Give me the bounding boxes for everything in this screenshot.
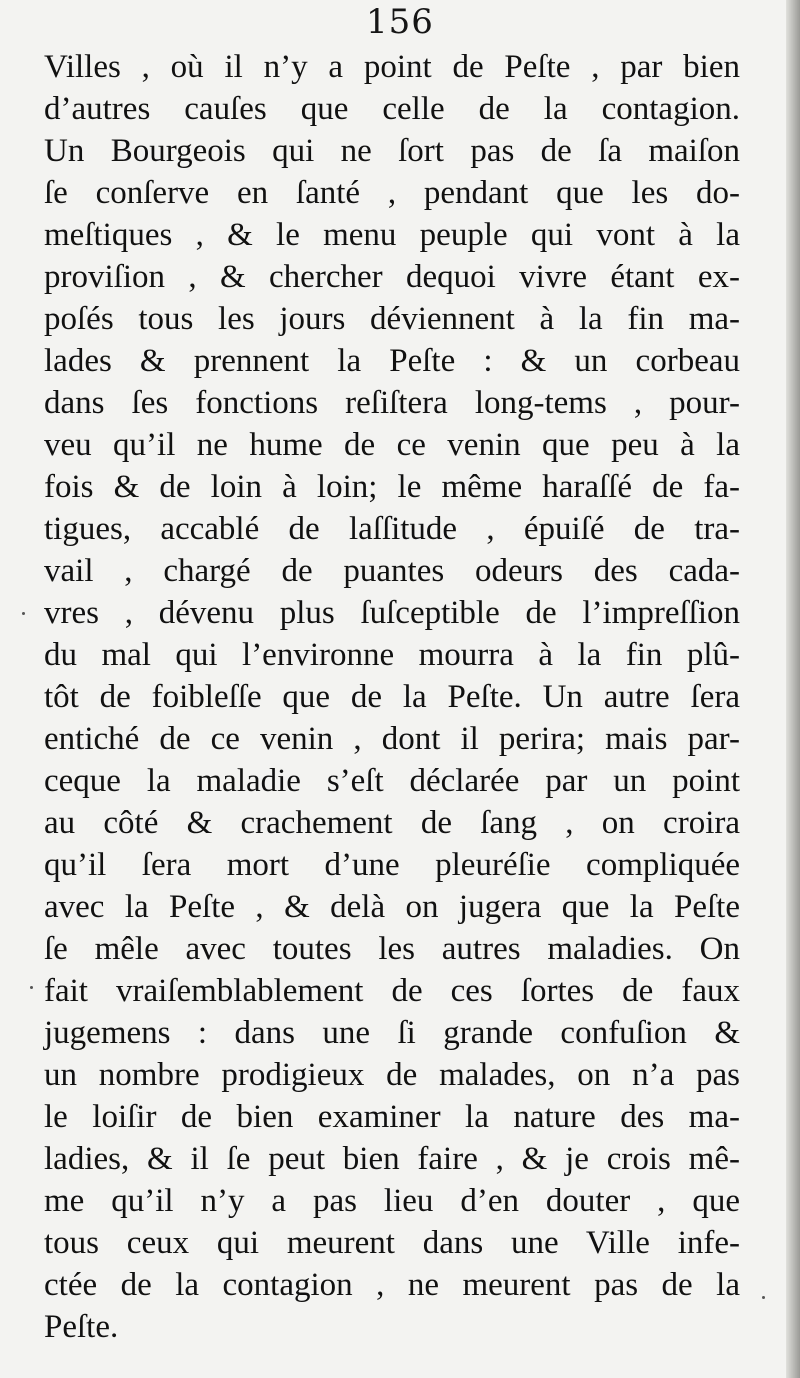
paper-speck [30,986,33,989]
text-line: poſés tous les jours déviennent à la fin ma- [44,301,740,337]
paper-speck [22,612,25,615]
text-line: dans ſes fonctions reſiſtera long-tems , pour- [44,385,740,421]
text-line: tous ceux qui meurent dans une Ville infe- [44,1225,740,1261]
page-edge-shadow [786,0,800,1378]
text-line: ſe mêle avec toutes les autres maladies. On [44,931,740,967]
paper-speck [762,1296,765,1299]
text-line: tigues, accablé de laſſitude , épuiſé de tra- [44,511,740,547]
text-line: avec la Peſte , & delà on jugera que la Peſte [44,889,740,925]
text-line: le loiſir de bien examiner la nature des ma- [44,1099,740,1135]
text-line: du mal qui l’environne mourra à la fin plû- [44,637,740,673]
text-line: vres , dévenu plus ſuſceptible de l’impreſſion [44,595,740,631]
text-line: tôt de foibleſſe que de la Peſte. Un autre ſera [44,679,740,715]
text-line: Villes , où il n’y a point de Peſte , par bien [44,49,740,85]
text-line: meſtiques , & le menu peuple qui vont à la [44,217,740,253]
text-line: ladies, & il ſe peut bien faire , & je crois mê- [44,1141,740,1177]
text-line: veu qu’il ne hume de ce venin que peu à la [44,427,740,463]
text-line: ctée de la contagion , ne meurent pas de la [44,1267,740,1303]
text-line: fois & de loin à loin; le même haraſſé de fa- [44,469,740,505]
text-line: d’autres cauſes que celle de la contagion. [44,91,740,127]
text-line: vail , chargé de puantes odeurs des cada- [44,553,740,589]
text-line: jugemens : dans une ſi grande confuſion & [44,1015,740,1051]
text-line: Peſte. [44,1309,119,1345]
text-line: au côté & crachement de ſang , on croira [44,805,740,841]
text-line: lades & prennent la Peſte : & un corbeau [44,343,740,379]
text-line: fait vraiſemblablement de ces ſortes de faux [44,973,740,1009]
text-line: ſe conſerve en ſanté , pendant que les do- [44,175,740,211]
page-number: 156 [366,2,434,42]
text-line: me qu’il n’y a pas lieu d’en douter , que [44,1183,740,1219]
text-line: qu’il ſera mort d’une pleuréſie compliquée [44,847,740,883]
text-line: Un Bourgeois qui ne ſort pas de ſa maiſon [44,133,740,169]
text-line: proviſion , & chercher dequoi vivre étant ex- [44,259,740,295]
text-line: entiché de ce venin , dont il perira; mais par- [44,721,740,757]
text-line: un nombre prodigieux de malades, on n’a pas [44,1057,740,1093]
text-line: ceque la maladie s’eſt déclarée par un point [44,763,740,799]
